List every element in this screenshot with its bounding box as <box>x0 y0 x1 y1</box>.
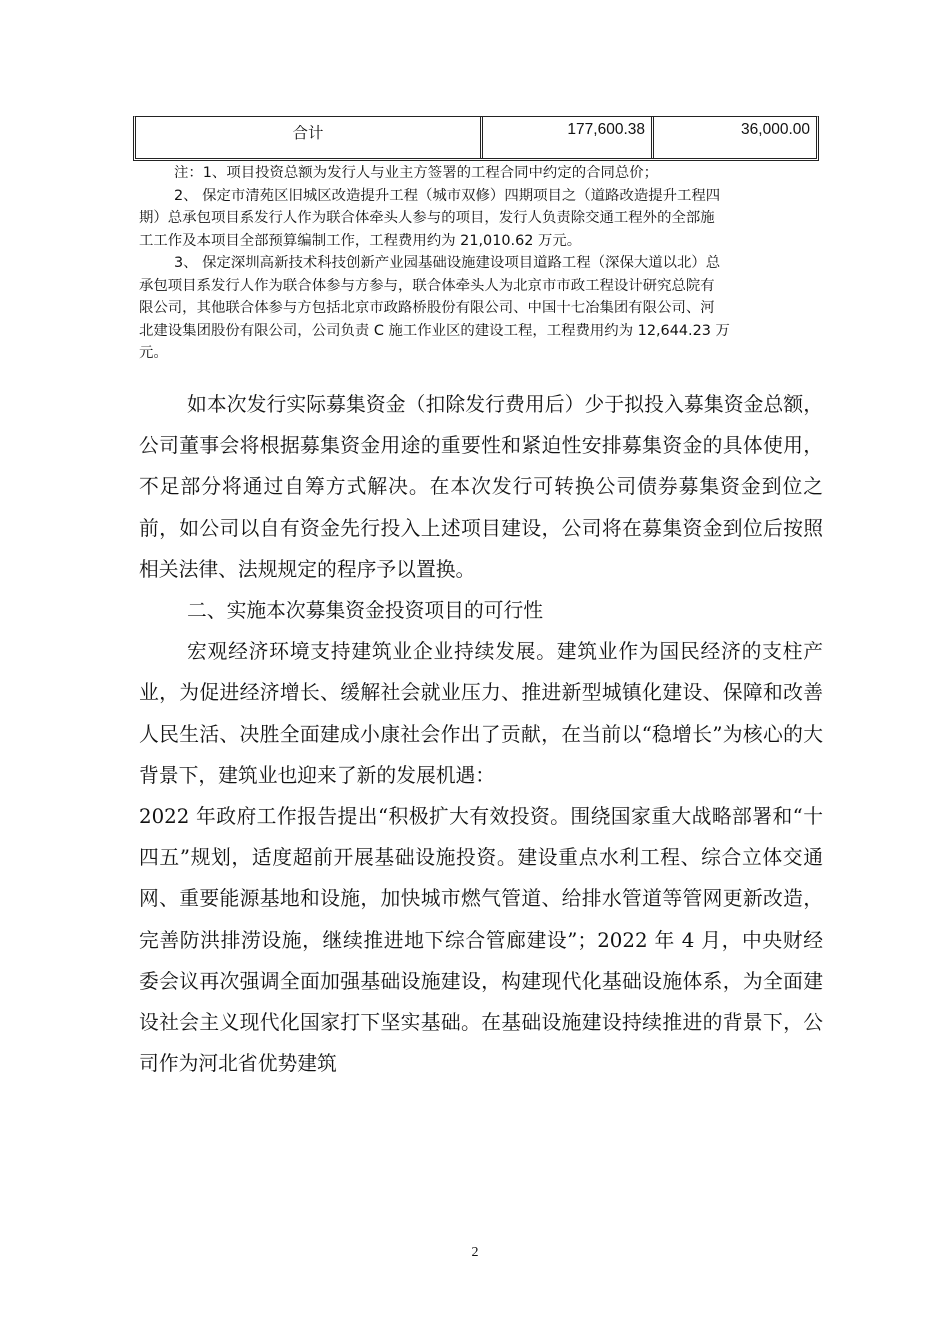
note-3-line-1: 3、 保定深圳高新技术科技创新产业园基础设施建设项目道路工程（深保大道以北）总 <box>174 255 721 271</box>
note-1: 注：1、项目投资总额为发行人与业主方签署的工程合同中约定的合同总价； <box>174 165 659 181</box>
total-raised-cell: 36,000.00 <box>741 121 810 138</box>
note-3-line-2: 承包项目系发行人作为联合体参与方参与，联合体牵头人为北京市市政工程设计研究总院有 <box>139 277 715 294</box>
note-3-line-5: 元。 <box>139 345 168 361</box>
totals-table <box>133 116 819 161</box>
note-2-line-2: 期）总承包项目系发行人作为联合体牵头人参与的项目，发行人负责除交通工程外的全部施 <box>139 210 715 226</box>
page-number: 2 <box>471 1245 479 1260</box>
note-3-line-4: 北建设集团股份有限公司，公司负责 C 施工作业区的建设工程，工程费用约为 12,644.23 万 <box>139 322 730 339</box>
table-row <box>136 117 816 158</box>
total-investment-cell: 177,600.38 <box>483 117 654 158</box>
paragraph-funding-shortfall: 如本次发行实际募集资金（扣除发行费用后）少于拟投入募集资金总额，公司董事会将根据募集资金用途的重要性和紧迫性安排募集资金的具体使用，不足部分将通过自筹方式解决。在本次发行可转换公司债券募集资金到位之前，如公司以自有资金先行投入上述项目建设，公司将在募集资金到位后按照相关法律、法规规定的程序予以置换。 <box>139 393 823 581</box>
paragraph-government-report: 2022 年政府工作报告提出“积极扩大有效投资。围绕国家重大战略部署和“十四五”规划，适度超前开展基础设施投资。建设重点水利工程、综合立体交通网、重要能源基地和设施，加快城市燃气管道、给排水管道等管网更新改造，完善防洪排涝设施，继续推进地下综合管廊建设”；2022 年 4 月，中央财经委会议再次强调全面加强基础设施建设，构建现代化基础设施体系，为全面建设社会主义现代化国家打下坚实基础。在基础设施建设持续推进的背景下，公司作为河北省优势建筑 <box>139 805 823 1076</box>
section-heading: 二、实施本次募集资金投资项目的可行性 <box>187 599 544 623</box>
table-notes <box>139 162 829 365</box>
paragraph-macro-environment: 宏观经济环境支持建筑业企业持续发展。建筑业作为国民经济的支柱产业，为促进经济增长、缓解社会就业压力、推进新型城镇化建设、保障和改善人民生活、决胜全面建成小康社会作出了贡献，在当前以“稳增长”为核心的大背景下，建筑业也迎来了新的发展机遇： <box>139 640 823 787</box>
total-label-cell: 合计 <box>136 117 483 158</box>
totals-table-grid <box>133 116 819 161</box>
body-text <box>139 384 823 1084</box>
note-3-line-3: 限公司，其他联合体参与方包括北京市政路桥股份有限公司、中国十七冶集团有限公司、河 <box>139 300 715 316</box>
note-2-line-1: 2、 保定市清苑区旧城区改造提升工程（城市双修）四期项目之（道路改造提升工程四 <box>174 187 721 204</box>
note-2-line-3: 工工作及本项目全部预算编制工作，工程费用约为 21,010.62 万元。 <box>139 232 582 249</box>
